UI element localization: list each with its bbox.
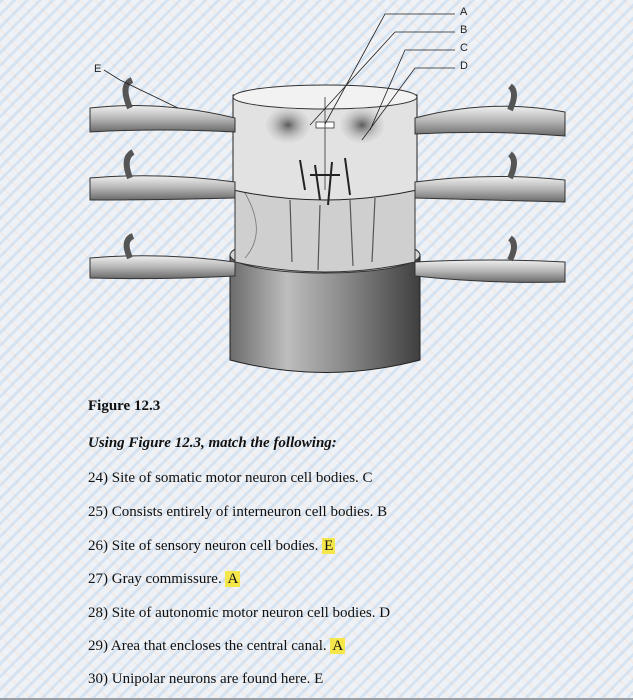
spinal-cord-illustration xyxy=(70,0,590,395)
question-text: 28) Site of autonomic motor neuron cell bodies. xyxy=(88,605,376,621)
instructions: Using Figure 12.3, match the following: xyxy=(88,435,337,451)
question-text: 29) Area that encloses the central canal. xyxy=(88,638,327,654)
figure-label-a: A xyxy=(460,6,468,18)
question-30 xyxy=(88,671,323,688)
question-27 xyxy=(88,571,240,588)
figure-label-b: B xyxy=(460,24,468,36)
spinal-cord-figure xyxy=(70,0,590,395)
question-text: 26) Site of sensory neuron cell bodies. xyxy=(88,538,319,554)
answer-highlighted: E xyxy=(324,538,334,554)
answer: C xyxy=(362,470,373,486)
question-26 xyxy=(88,538,335,555)
question-29 xyxy=(88,638,345,655)
question-text: 30) Unipolar neurons are found here. xyxy=(88,671,311,687)
question-text: 27) Gray commissure. xyxy=(88,571,222,587)
figure-label-e: E xyxy=(94,63,102,75)
answer: E xyxy=(314,671,324,687)
figure-label-c: C xyxy=(460,42,468,54)
answer-highlighted: A xyxy=(227,571,239,587)
figure-label-d: D xyxy=(460,60,468,72)
question-25 xyxy=(88,504,387,521)
question-text: 25) Consists entirely of interneuron cell bodies. xyxy=(88,504,374,520)
question-28 xyxy=(88,605,390,622)
answer: D xyxy=(379,605,391,621)
question-24 xyxy=(88,470,373,487)
figure-caption: Figure 12.3 xyxy=(88,398,161,414)
answer-highlighted: A xyxy=(332,638,344,654)
question-text: 24) Site of somatic motor neuron cell bodies. xyxy=(88,470,359,486)
answer: B xyxy=(377,504,388,520)
